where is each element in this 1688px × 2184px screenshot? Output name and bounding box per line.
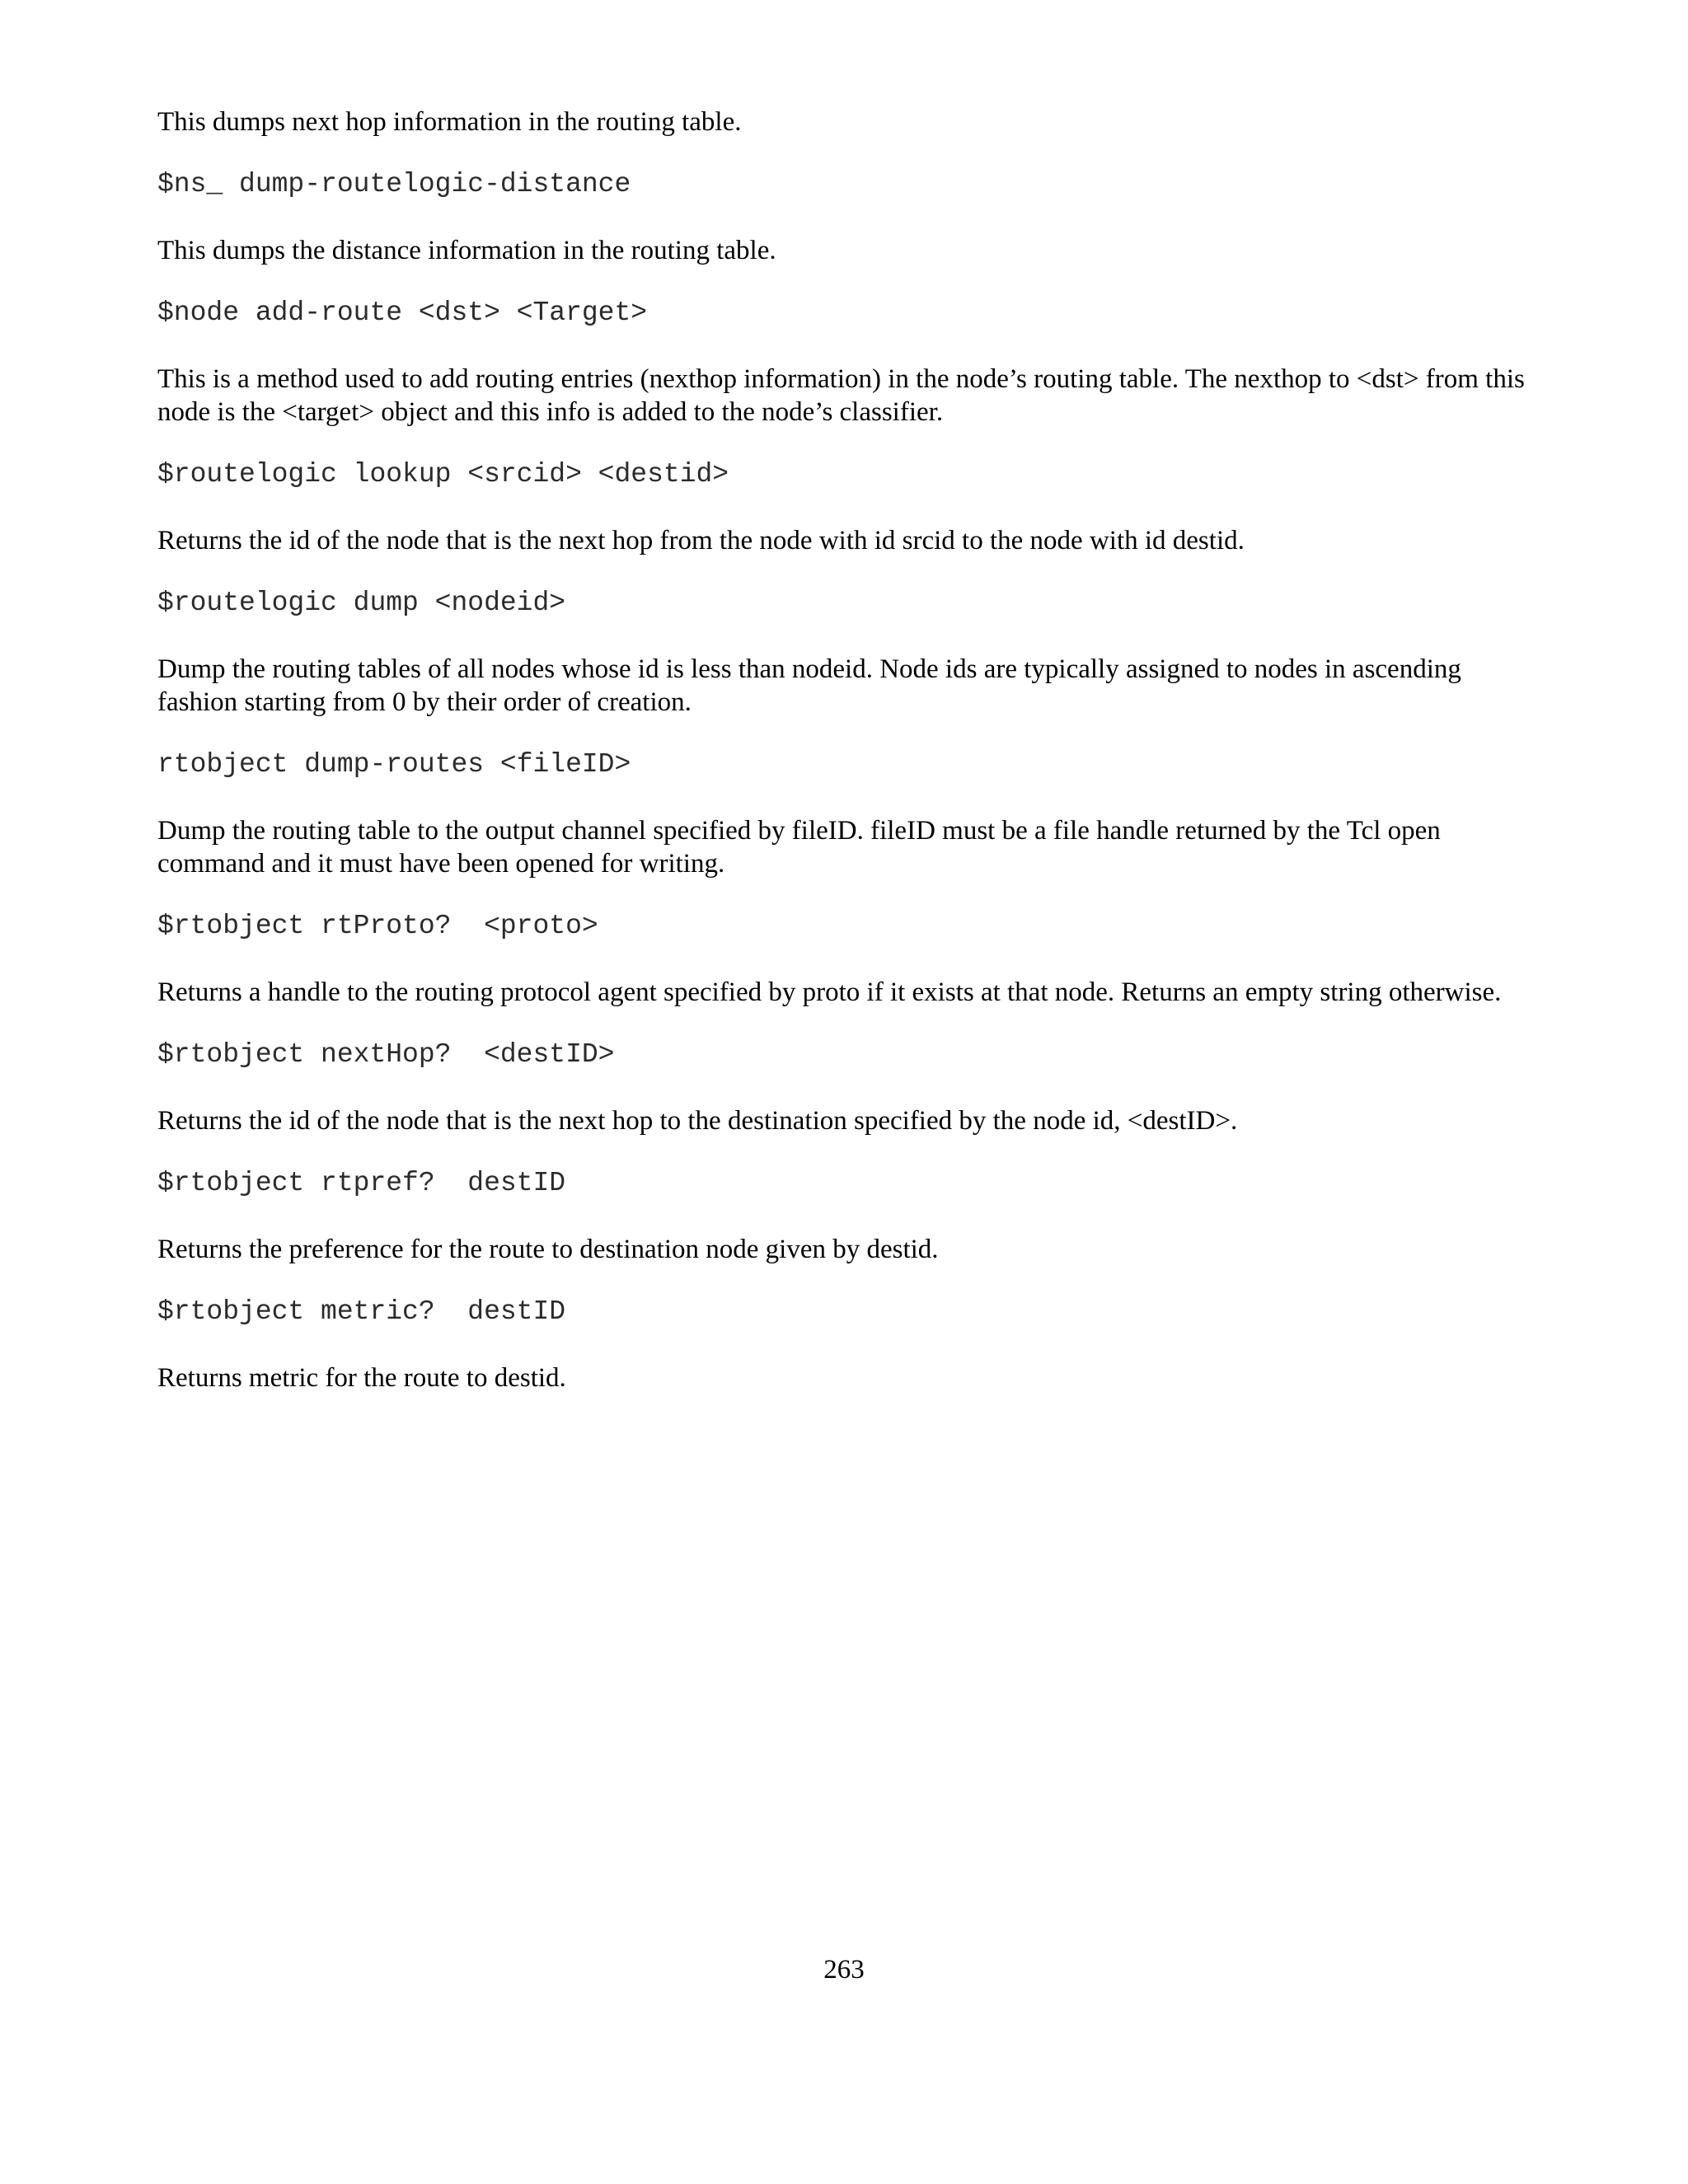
code-line: $routelogic dump <nodeid>: [157, 588, 566, 618]
paragraph: This dumps next hop information in the routing table.: [157, 107, 742, 137]
code-line: $routelogic lookup <srcid> <destid>: [157, 459, 729, 490]
paragraph: Returns the preference for the route to destination node given by destid.: [157, 1235, 939, 1264]
paragraph: Returns the id of the node that is the next hop from the node with id srcid to the node with id destid.: [157, 526, 1245, 555]
page-number: 263: [823, 1955, 865, 1985]
code-line: rtobject dump-routes <fileID>: [157, 749, 631, 780]
paragraph: This dumps the distance information in the routing table.: [157, 236, 776, 265]
page-content: [157, 105, 1542, 1424]
code-line: $rtobject rtProto? <proto>: [157, 911, 598, 941]
paragraph: This is a method used to add routing entries (nexthop information) in the node’s routing table. The nexthop to <dst> from this node is the <target> object and this info is added to the node’s classifier.: [157, 364, 1525, 427]
code-line: $node add-route <dst> <Target>: [157, 298, 648, 328]
paragraph: Dump the routing tables of all nodes whose id is less than nodeid. Node ids are typically assigned to nodes in ascending fashion starting from 0 by their order of creation.: [157, 654, 1461, 717]
paragraph: Returns a handle to the routing protocol agent specified by proto if it exists at that node. Returns an empty string otherwise.: [157, 977, 1502, 1007]
code-line: $rtobject rtpref? destID: [157, 1168, 566, 1198]
code-line: $ns_ dump-routelogic-distance: [157, 169, 631, 199]
paragraph: Returns the id of the node that is the next hop to the destination specified by the node id, <destID>.: [157, 1106, 1238, 1136]
code-line: $rtobject nextHop? <destID>: [157, 1039, 615, 1070]
paragraph: Dump the routing table to the output channel specified by fileID. fileID must be a file handle returned by the Tcl open command and it must have been opened for writing.: [157, 816, 1441, 879]
paragraph: Returns metric for the route to destid.: [157, 1363, 566, 1393]
code-line: $rtobject metric? destID: [157, 1296, 566, 1327]
